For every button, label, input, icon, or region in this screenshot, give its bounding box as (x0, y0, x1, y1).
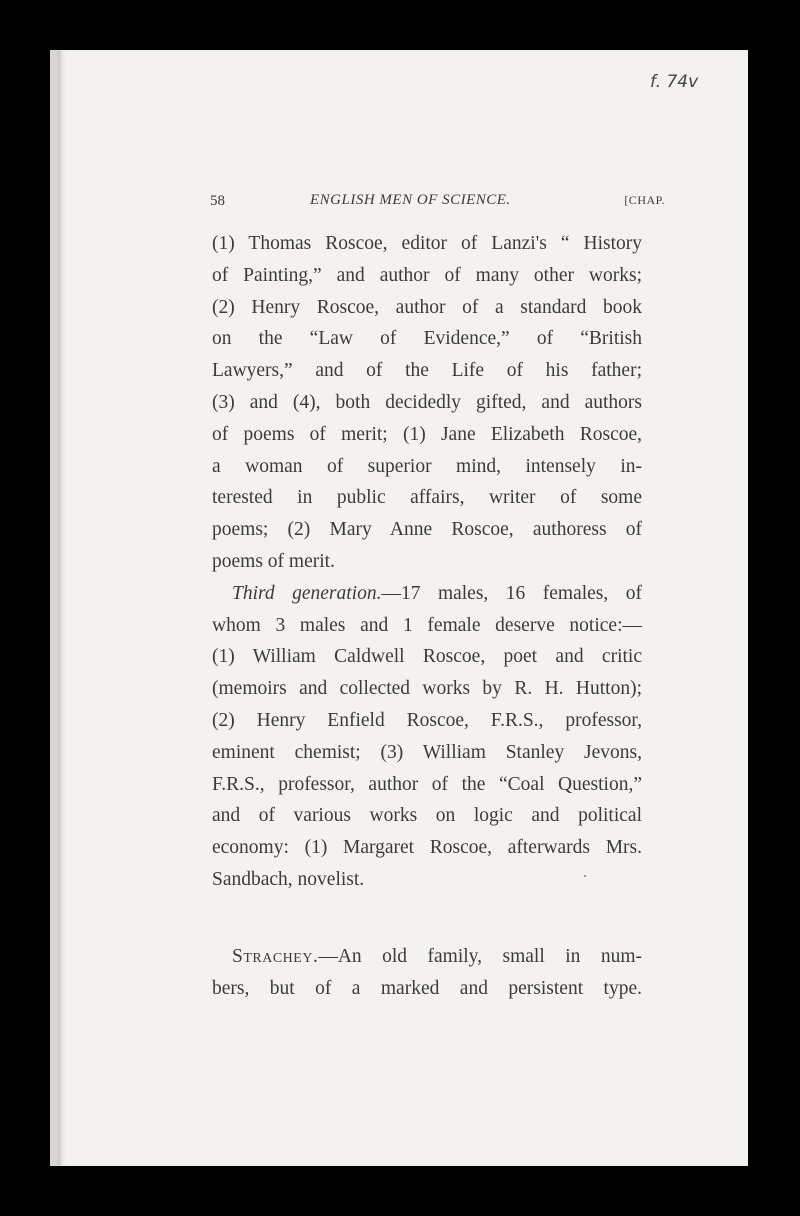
text-line: (3) and (4), both decidedly gifted, and authors (212, 391, 642, 413)
text-line: on the “Law of Evidence,” of “British (212, 328, 642, 350)
text-line: whom 3 males and 1 female deserve notice:— (212, 614, 642, 636)
text-line: bers, but of a marked and persistent type. (212, 977, 642, 999)
text-line: of Painting,” and author of many other works; (212, 264, 642, 286)
text-line: (2) Henry Roscoe, author of a standard book (212, 296, 642, 318)
text-line: Strachey.—An old family, small in num- (232, 945, 642, 967)
text-line: (1) Thomas Roscoe, editor of Lanzi's “ History (212, 233, 642, 254)
text-line: economy: (1) Margaret Roscoe, afterwards Mrs. (212, 837, 642, 859)
text-line: eminent chemist; (3) William Stanley Jevons, (212, 741, 642, 763)
text-line: terested in public affairs, writer of some (212, 487, 642, 509)
text-line: F.R.S., professor, author of the “Coal Question,” (212, 773, 642, 795)
paper-speck (584, 875, 586, 877)
text-line: (2) Henry Enfield Roscoe, F.R.S., professor, (212, 709, 642, 731)
paragraph-gap (212, 896, 642, 941)
body-text (212, 228, 642, 1004)
page-number: 58 (210, 193, 225, 209)
chapter-mark: [CHAP. (624, 193, 665, 207)
text-line: a woman of superior mind, intensely in- (212, 455, 642, 477)
text-line: (1) William Caldwell Roscoe, poet and critic (212, 646, 642, 668)
text-line: Lawyers,” and of the Life of his father; (212, 360, 642, 382)
text-line: poems; (2) Mary Anne Roscoe, authoress of (212, 519, 642, 541)
text-line: (memoirs and collected works by R. H. Hutton); (212, 678, 642, 700)
text-line: Sandbach, novelist. (212, 868, 365, 890)
running-title: ENGLISH MEN OF SCIENCE. (310, 192, 511, 208)
text-line: Third generation.—17 males, 16 females, of (232, 582, 642, 604)
running-header (210, 193, 665, 215)
text-line: poems of merit. (212, 550, 335, 572)
text-line: of poems of merit; (1) Jane Elizabeth Roscoe, (212, 423, 642, 445)
text-line: and of various works on logic and political (212, 805, 642, 827)
folio-annotation: f. 74v (650, 72, 699, 92)
